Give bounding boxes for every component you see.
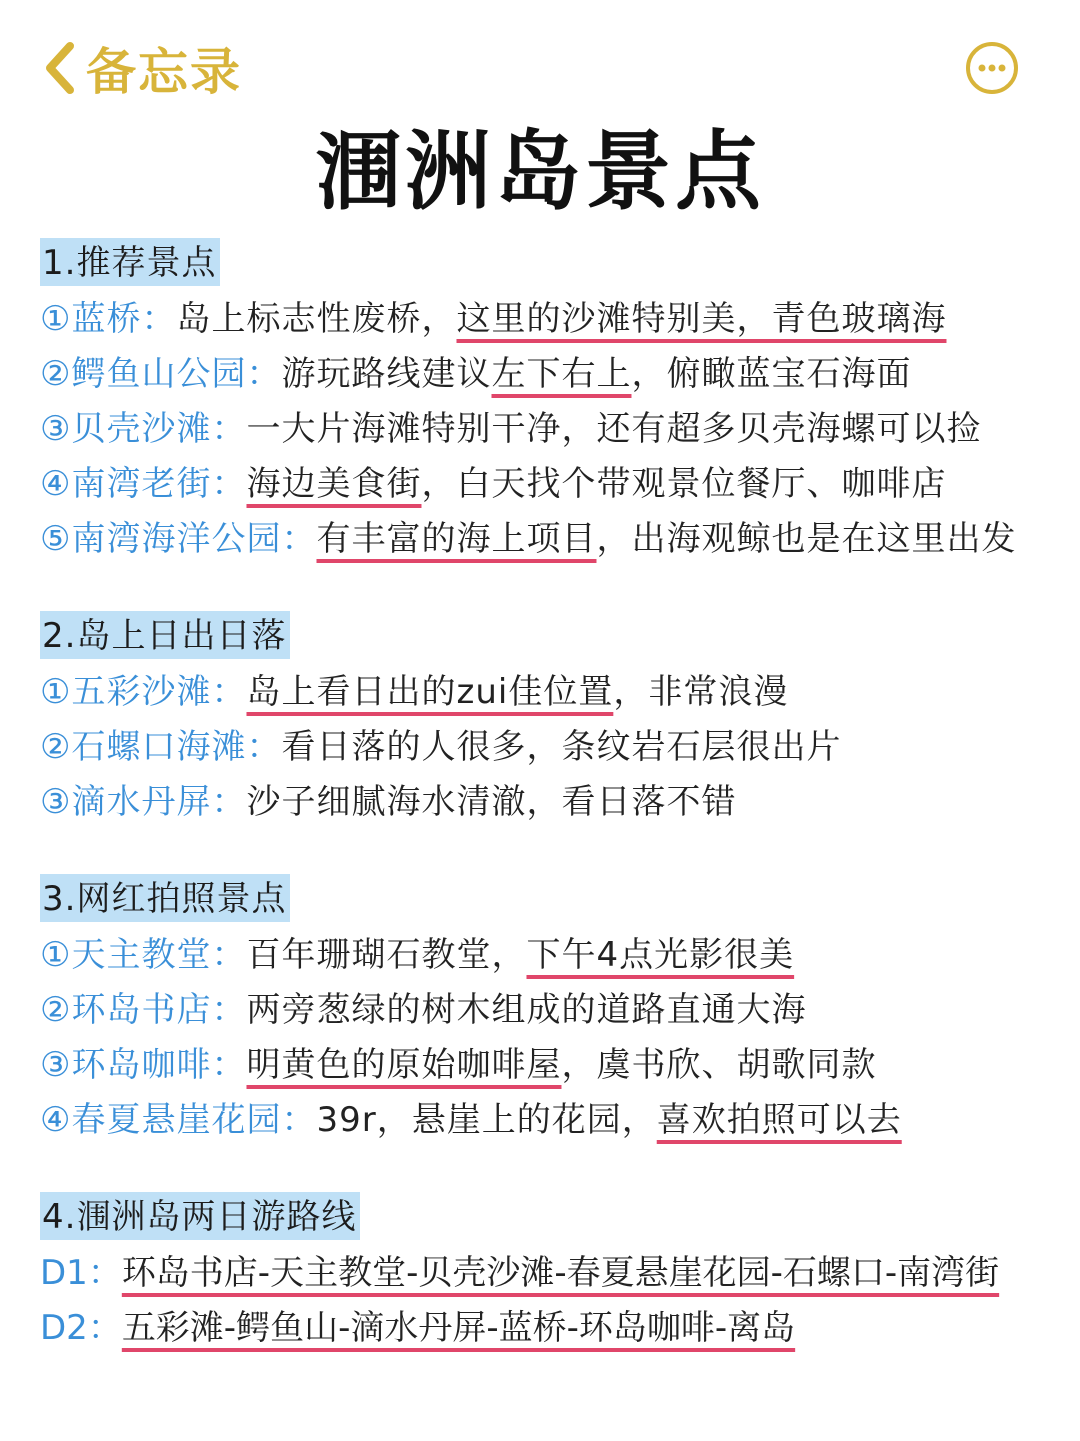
route-day-2 bbox=[40, 1301, 1060, 1356]
list-item bbox=[40, 928, 1060, 983]
item-label: ②环岛书店： bbox=[40, 990, 247, 1030]
day-label: D2： bbox=[40, 1308, 122, 1348]
item-highlight: 海边美食街 bbox=[246, 464, 422, 504]
list-item bbox=[40, 347, 1060, 402]
item-text: 游玩路线建议 bbox=[281, 354, 492, 394]
item-highlight: 左下右上 bbox=[491, 354, 632, 394]
item-label: ③环岛咖啡： bbox=[40, 1045, 247, 1085]
list-item bbox=[40, 292, 1060, 347]
list-item bbox=[40, 1038, 1060, 1093]
section-photo-spots bbox=[40, 874, 1060, 1148]
item-highlight: 这里的沙滩特别美，青色玻璃海 bbox=[456, 299, 947, 339]
item-text: 两旁葱绿的树木组成的道路直通大海 bbox=[246, 990, 807, 1030]
section-two-day-route bbox=[40, 1192, 1060, 1356]
list-item bbox=[40, 402, 1060, 457]
item-text: 一大片海滩特别干净，还有超多贝壳海螺可以捡 bbox=[246, 409, 982, 449]
item-label: ②鳄鱼山公园： bbox=[40, 354, 282, 394]
list-item bbox=[40, 983, 1060, 1038]
note-body bbox=[40, 238, 1060, 1356]
section-heading: 1.推荐景点 bbox=[40, 238, 220, 286]
route-text: 环岛书店-天主教堂-贝壳沙滩-春夏悬崖花园-石螺口-南湾街 bbox=[121, 1253, 1000, 1293]
item-label: ①天主教堂： bbox=[40, 935, 247, 975]
item-highlight: 下午4点光影很美 bbox=[526, 935, 795, 975]
item-text: 39r，悬崖上的花园， bbox=[316, 1100, 657, 1140]
item-text: 岛上标志性废桥， bbox=[176, 299, 457, 339]
list-item bbox=[40, 457, 1060, 512]
item-text-after: ，白天找个带观景位餐厅、咖啡店 bbox=[421, 464, 947, 504]
item-label: ④南湾老街： bbox=[40, 464, 247, 504]
item-label: ③滴水丹屏： bbox=[40, 782, 247, 822]
item-label: ⑤南湾海洋公园： bbox=[40, 519, 317, 559]
item-text-after: ，出海观鲸也是在这里出发 bbox=[596, 519, 1017, 559]
section-heading: 3.网红拍照景点 bbox=[40, 874, 290, 922]
chevron-left-icon bbox=[42, 40, 78, 96]
section-sunrise-sunset bbox=[40, 611, 1060, 830]
item-text-after: ，虞书欣、胡歌同款 bbox=[561, 1045, 877, 1085]
back-label: 备忘录 bbox=[86, 43, 242, 101]
back-button[interactable] bbox=[42, 36, 242, 100]
day-label: D1： bbox=[40, 1253, 122, 1293]
route-day-1 bbox=[40, 1246, 1060, 1301]
item-highlight: 岛上看日出的zui佳位置 bbox=[246, 672, 614, 712]
item-label: ③贝壳沙滩： bbox=[40, 409, 247, 449]
item-text-after: ，非常浪漫 bbox=[613, 672, 789, 712]
route-text: 五彩滩-鳄鱼山-滴水丹屏-蓝桥-环岛咖啡-离岛 bbox=[121, 1308, 796, 1348]
section-heading: 2.岛上日出日落 bbox=[40, 611, 290, 659]
more-options-icon[interactable] bbox=[964, 40, 1020, 96]
item-label: ①蓝桥： bbox=[40, 299, 177, 339]
item-label: ①五彩沙滩： bbox=[40, 672, 247, 712]
item-text-after: ，俯瞰蓝宝石海面 bbox=[631, 354, 912, 394]
item-highlight: 喜欢拍照可以去 bbox=[656, 1100, 902, 1140]
section-recommended bbox=[40, 238, 1060, 567]
item-highlight: 有丰富的海上项目 bbox=[316, 519, 597, 559]
item-label: ②石螺口海滩： bbox=[40, 727, 282, 767]
section-heading: 4.涠洲岛两日游路线 bbox=[40, 1192, 360, 1240]
list-item bbox=[40, 775, 1060, 830]
item-text: 百年珊瑚石教堂， bbox=[246, 935, 527, 975]
item-label: ④春夏悬崖花园： bbox=[40, 1100, 317, 1140]
list-item bbox=[40, 665, 1060, 720]
item-text: 看日落的人很多，条纹岩石层很出片 bbox=[281, 727, 842, 767]
item-highlight: 明黄色的原始咖啡屋 bbox=[246, 1045, 562, 1085]
note-title: 涠洲岛景点 bbox=[315, 122, 765, 222]
item-text: 沙子细腻海水清澈，看日落不错 bbox=[246, 782, 737, 822]
list-item bbox=[40, 1093, 1060, 1148]
list-item bbox=[40, 720, 1060, 775]
list-item bbox=[40, 512, 1060, 567]
